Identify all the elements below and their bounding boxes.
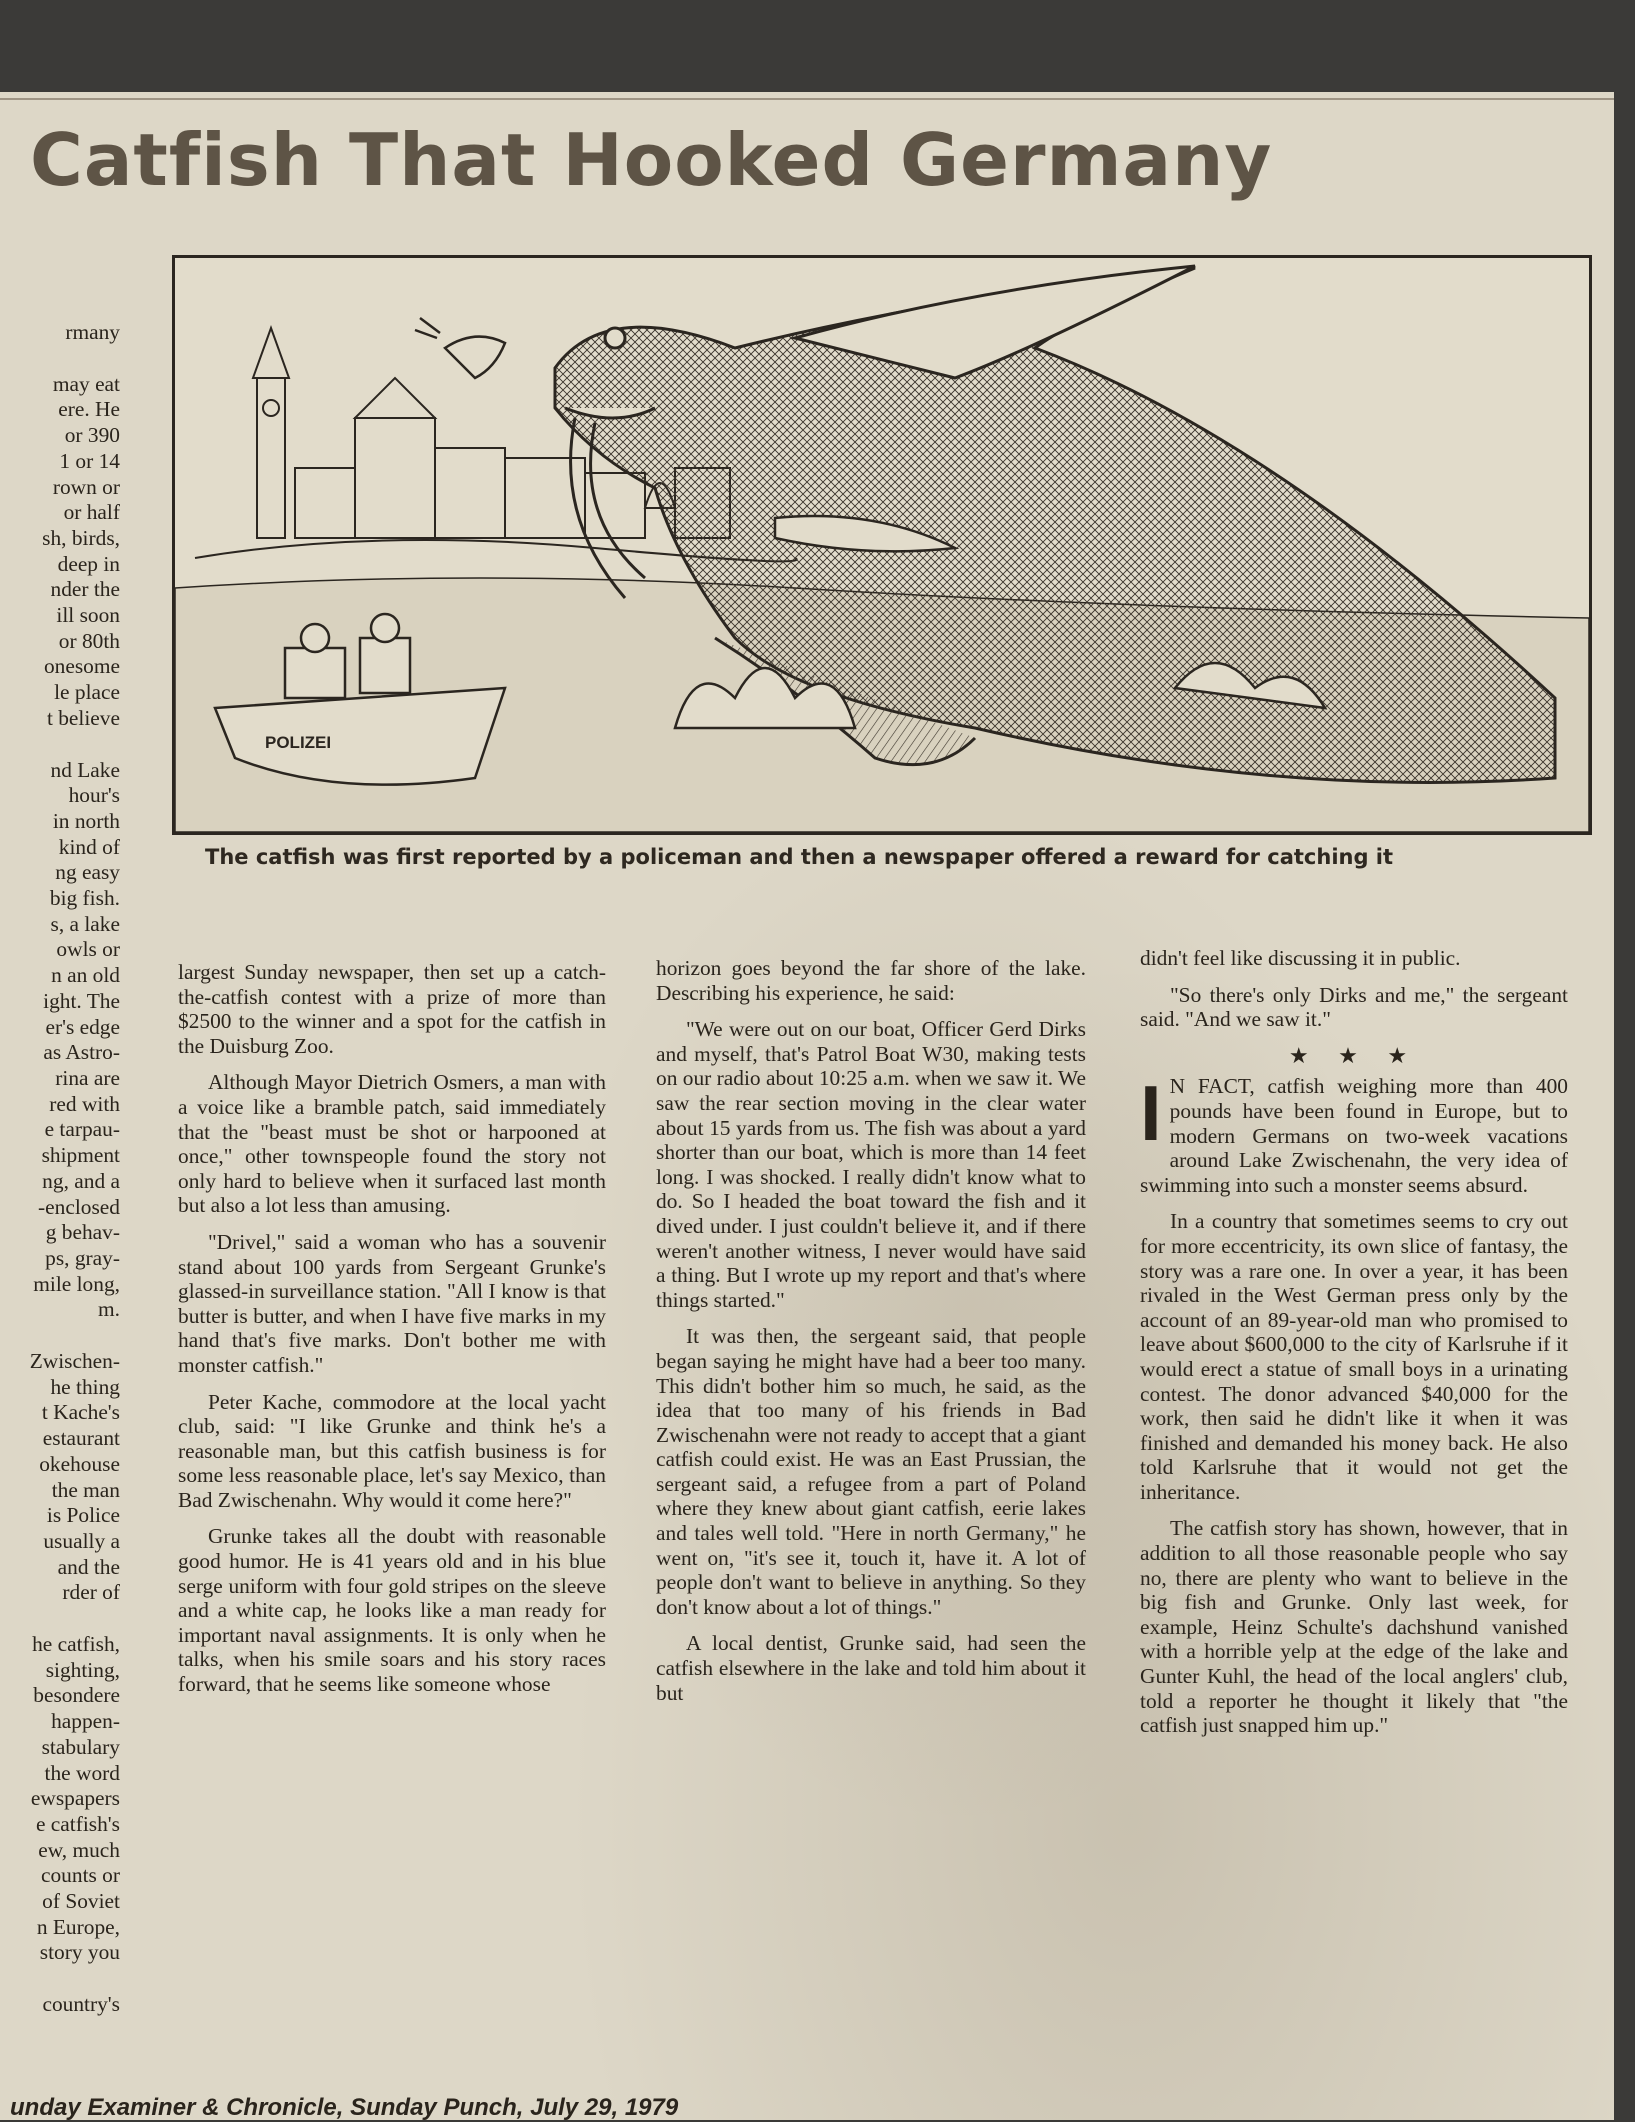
- paragraph: Peter Kache, commodore at the local yacht club, said: "I like Grunke and think he's a reasonable man, but this catfish business is for some less reasonable place, let's say Mexico, than Bad Zwischenahn. Why would it come here?": [178, 1389, 606, 1512]
- fragment-line: may eat: [52, 371, 120, 396]
- fragment-line: stabulary: [41, 1734, 120, 1759]
- fragment-line: nd Lake: [50, 757, 120, 782]
- fragment-line: t believe: [46, 705, 120, 730]
- fragment-line: rina are: [55, 1065, 120, 1090]
- fragment-line: as Astro-: [43, 1040, 120, 1065]
- paragraph-with-dropcap: [1140, 1069, 1568, 1197]
- fragment-line: rmany: [65, 320, 120, 344]
- fragment-line: mile long,: [33, 1271, 120, 1296]
- paragraph: largest Sunday newspaper, then set up a catch-the-catfish contest with a prize of more than $2500 to the winner and a spot for the catfish in the Duisburg Zoo.: [178, 960, 606, 1058]
- fragment-line: ng, and a: [42, 1168, 120, 1193]
- fragment-line: m.: [98, 1297, 120, 1322]
- cartoon-caption: The catfish was first reported by a policeman and then a newspaper offered a reward for catching it: [205, 845, 1394, 869]
- fragment-line: he thing: [50, 1374, 120, 1399]
- paragraph: "So there's only Dirks and me," the sergeant said. "And we saw it.": [1140, 982, 1568, 1032]
- fragment-line: ill soon: [56, 603, 120, 628]
- fragment-line: [0, 1966, 120, 1992]
- fragment-line: -enclosed: [38, 1194, 120, 1219]
- fragment-line: ight. The: [43, 988, 120, 1013]
- fragment-line: country's: [42, 1992, 120, 2017]
- fragment-line: happen-: [51, 1709, 120, 1734]
- fragment-line: the word: [44, 1760, 120, 1785]
- fragment-line: n an old: [51, 963, 120, 988]
- fragment-line: owls or: [56, 937, 120, 962]
- fragment-line: of Soviet: [42, 1889, 120, 1914]
- fragment-line: sh, birds,: [42, 525, 120, 550]
- fragment-line: kind of: [58, 834, 120, 859]
- paragraph: The catfish story has shown, however, that in addition to all those reasonable people who say no, there are plenty who want to believe in the big fish and Grunke. Only last week, for example, Heinz Schulte's dachshund vanished with a horrible yelp at the edge of the lake and Gunter Kuhl, the head of the local anglers' club, told a reporter he thought it likely that "the catfish just snapped him up.": [1140, 1516, 1568, 1738]
- fragment-line: he catfish,: [32, 1632, 120, 1657]
- fragment-line: or half: [63, 500, 120, 525]
- fragment-line: okehouse: [39, 1451, 120, 1476]
- fragment-line: e tarpau-: [44, 1117, 120, 1142]
- fragment-line: is Police: [46, 1503, 120, 1528]
- left-column-fragment: [0, 320, 120, 2018]
- article-column-1: [178, 960, 606, 1709]
- catfish-cartoon-drawing: [175, 258, 1589, 832]
- paragraph: didn't feel like discussing it in public.: [1140, 946, 1461, 970]
- page-top-rule: [0, 98, 1614, 100]
- paragraph: "Drivel," said a woman who has a souvenir stand about 100 yards from Sergeant Grunke's glassed-in surveillance station. "All I know is that butter is butter, and when I have five marks in my hand that's five marks. Don't bother me with monster catfish.": [178, 1229, 606, 1377]
- fragment-line: usually a: [43, 1528, 120, 1553]
- dropcap-letter: I: [1140, 1069, 1162, 1158]
- fragment-line: besondere: [33, 1683, 120, 1708]
- fragment-line: n Europe,: [36, 1914, 120, 1939]
- fragment-line: deep in: [57, 551, 120, 576]
- fragment-line: sighting,: [45, 1657, 120, 1682]
- fragment-line: 1 or 14: [59, 448, 120, 473]
- paragraph: In a country that sometimes seems to cry out for more eccentricity, its own slice of fantasy, the story was a rare one. In over a year, it has been rivaled in the West German press only by the account of an 89-year-old man who promised to leave about $600,000 to the city of Karlsruhe if it would erect a statue of small boys in a urinating contest. The donor advanced $40,000 for the work, then said he didn't like it when it was finished and demanded his money back. He also told Karlsruhe that it would not get the inheritance.: [1140, 1209, 1568, 1504]
- fragment-line: or 390: [64, 423, 120, 448]
- fragment-line: nder the: [50, 577, 120, 602]
- fragment-line: g behav-: [45, 1220, 120, 1245]
- article-column-2: [656, 956, 1086, 1717]
- paragraph: horizon goes beyond the far shore of the lake. Describing his experience, he said:: [656, 956, 1086, 1005]
- fragment-line: ewspapers: [30, 1786, 120, 1811]
- fragment-line: ng easy: [55, 860, 120, 885]
- fragment-line: in north: [52, 808, 120, 833]
- fragment-line: rder of: [62, 1580, 120, 1605]
- fragment-line: er's edge: [45, 1014, 120, 1039]
- fragment-line: hour's: [68, 783, 120, 808]
- fragment-line: and the: [57, 1554, 120, 1579]
- fragment-line: onesome: [43, 654, 120, 679]
- fragment-line: shipment: [41, 1143, 120, 1168]
- fragment-line: ps, gray-: [45, 1245, 120, 1270]
- fragment-line: ew, much: [38, 1837, 120, 1862]
- fragment-line: or 80th: [58, 628, 120, 653]
- fragment-line: s, a lake: [50, 911, 120, 936]
- paragraph-text: N FACT, catfish weighing more than 400 pounds have been found in Europe, but to modern Germans on two-week vacations around Lake Zwischenahn, the very idea of swimming into such a monster seems absurd.: [1140, 1074, 1568, 1197]
- fragment-line: estaurant: [42, 1426, 120, 1451]
- section-break-stars: ★ ★ ★: [1288, 1042, 1420, 1068]
- fragment-line: [0, 1606, 120, 1632]
- headline: Catfish That Hooked Germany: [30, 118, 1273, 202]
- bird-sketch: [415, 318, 505, 378]
- fragment-line: [0, 732, 120, 758]
- fragment-line: le place: [54, 680, 120, 705]
- fragment-line: the man: [51, 1477, 120, 1502]
- boat-label: POLIZEI: [265, 733, 332, 752]
- fragment-line: red with: [49, 1091, 120, 1116]
- fragment-line: t Kache's: [41, 1400, 120, 1425]
- fragment-line: [0, 346, 120, 372]
- publication-footer: unday Examiner & Chronicle, Sunday Punch, July 29, 1979: [10, 2094, 679, 2121]
- fragment-line: e catfish's: [35, 1811, 120, 1836]
- paragraph: "We were out on our boat, Officer Gerd Dirks and myself, that's Patrol Boat W30, making tests on our radio about 10:25 a.m. when we saw it. We saw the rear section moving in the clear water about 15 yards from us. The fish was about a yard shorter than our boat, which is more than 14 feet long. I was shocked. I really didn't know what to do. So I headed the boat toward the fish and it dived under. I just couldn't believe it, and if there weren't another witness, I never would have said a thing. But I wrote up my report and that's where things started.": [656, 1017, 1086, 1312]
- fragment-line: [0, 1323, 120, 1349]
- fragment-line: counts or: [40, 1863, 120, 1888]
- paragraph: Although Mayor Dietrich Osmers, a man with a voice like a bramble patch, said immediately that the "beast must be shot or harpooned at once," other townspeople found the story not only hard to believe when it surfaced last month but also a lot less than amusing.: [178, 1070, 606, 1218]
- fragment-line: ere. He: [58, 397, 120, 422]
- fragment-line: big fish.: [49, 886, 120, 911]
- paragraph: It was then, the sergeant said, that people began saying he might have had a beer too many. This didn't bother him so much, he said, as the idea that too many of his friends in Bad Zwischenahn were not ready to accept that a giant catfish could exist. He was an East Prussian, the sergeant said, a refugee from a part of Poland where they knew about giant catfish, eerie lakes and tales well told. "Here in north Germany," he went on, "it's see it, touch it, have it. A lot of people don't want to believe in anything. So they don't know about a lot of things.": [656, 1324, 1086, 1619]
- fragment-line: story you: [39, 1940, 120, 1965]
- fragment-line: Zwischen-: [29, 1349, 120, 1374]
- paragraph: Grunke takes all the doubt with reasonable good humor. He is 41 years old and in his blue serge uniform with four gold stripes on the sleeve and a white cap, he looks like a man ready for important naval assignments. It is only when he talks, when his smile soars and his story races forward, that he seems like someone whose: [178, 1524, 606, 1697]
- article-column-3: [1140, 946, 1568, 1750]
- cartoon-illustration: [172, 255, 1592, 835]
- fragment-line: rown or: [52, 474, 120, 499]
- paragraph: A local dentist, Grunke said, had seen the catfish elsewhere in the lake and told him about it but: [656, 1631, 1086, 1705]
